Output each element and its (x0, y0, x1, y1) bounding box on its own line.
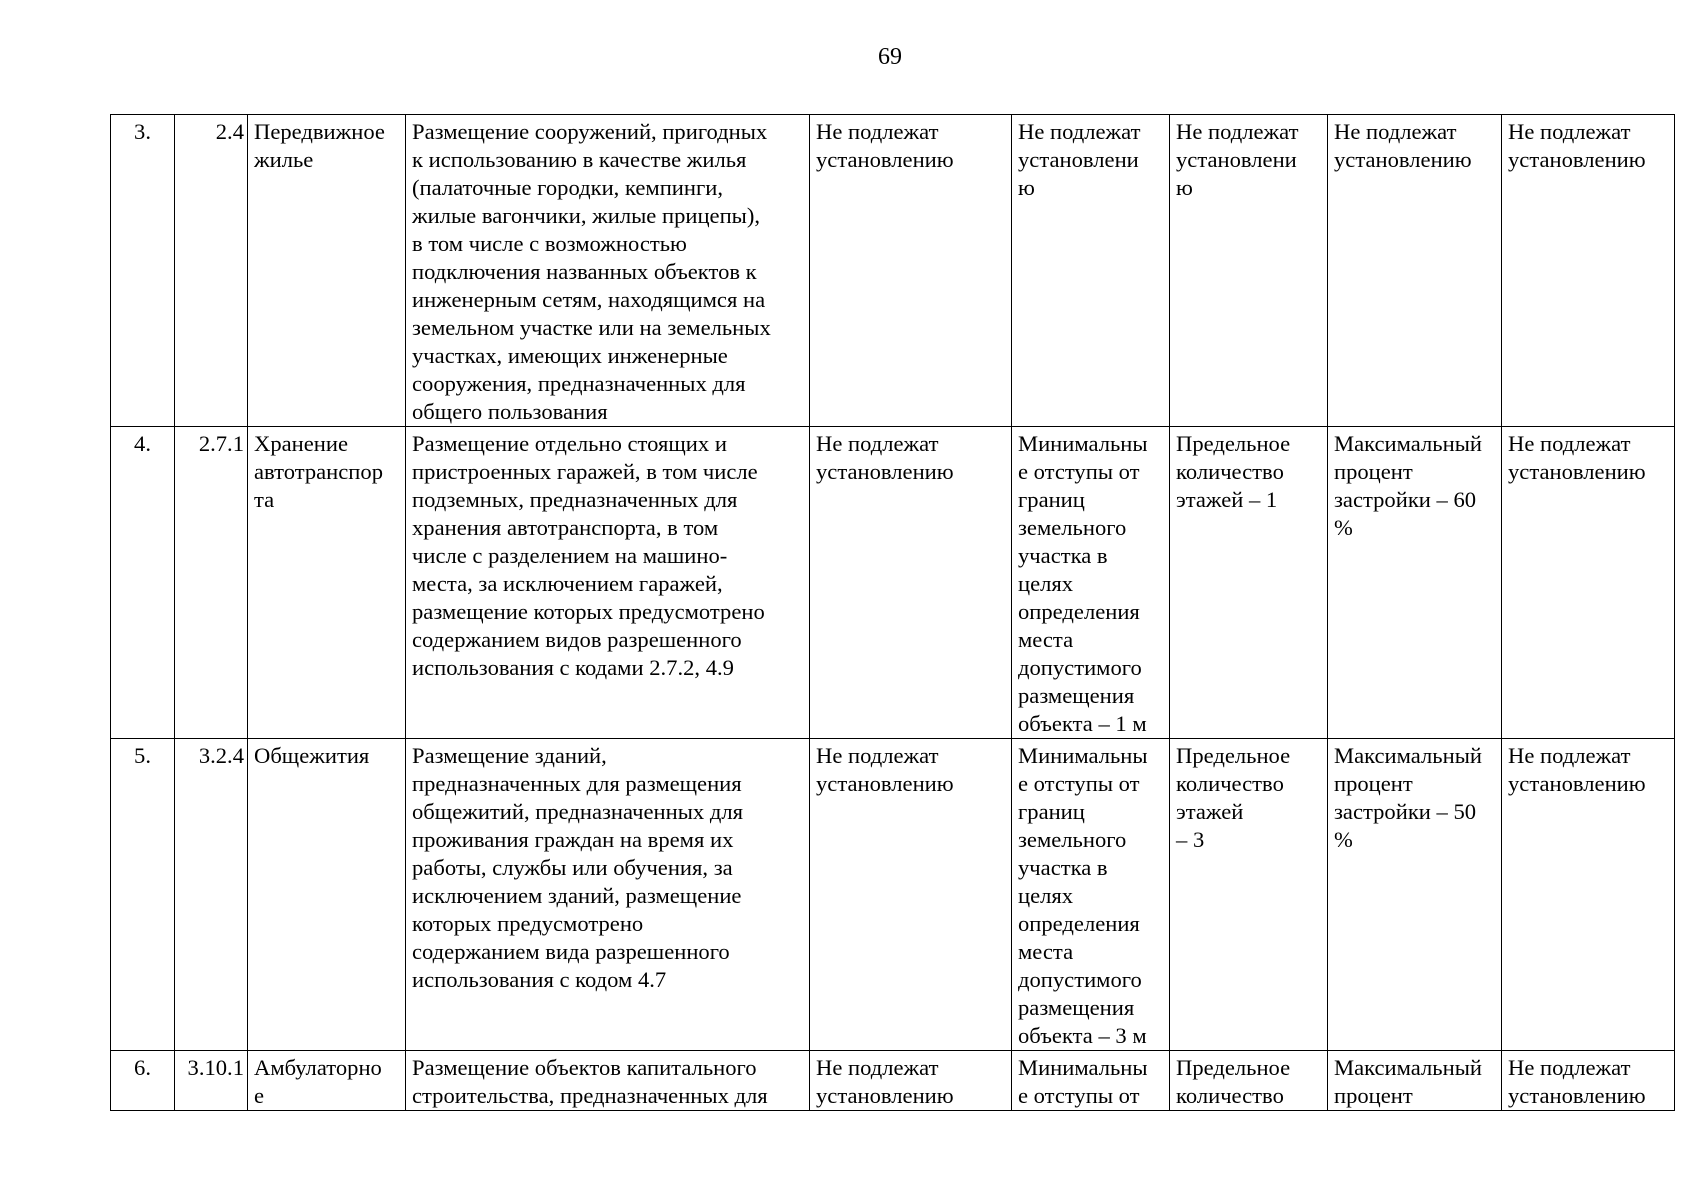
other-parameter-cell: Не подлежат установлению (1502, 427, 1675, 739)
use-description-cell: Размещение объектов капитального строительства, предназначенных для (406, 1051, 810, 1111)
zoning-regulations-table (110, 114, 1675, 1111)
row-number-cell: 5. (111, 739, 175, 1051)
use-code-cell: 2.4 (175, 115, 248, 427)
other-parameter-cell: Не подлежат установлению (1502, 1051, 1675, 1111)
parameter-cell: Не подлежат установлению (810, 739, 1012, 1051)
table-row (111, 1051, 1675, 1111)
use-description-cell: Размещение отдельно стоящих и пристроенных гаражей, в том числе подземных, предназначенных для хранения автотранспорта, в том числе с разделением на машино- места, за исключением гаражей, размещение которых предусмотрено содержанием видов разрешенного использования с кодами 2.7.2, 4.9 (406, 427, 810, 739)
setback-cell: Минимальны е отступы от границ земельного участка в целях определения места допустимого размещения объекта – 3 м (1012, 739, 1170, 1051)
parameter-cell: Не подлежат установлению (810, 1051, 1012, 1111)
floors-limit-cell: Предельное количество этажей – 3 (1170, 739, 1328, 1051)
page-number: 69 (878, 44, 902, 70)
table-row (111, 739, 1675, 1051)
coverage-cell: Максимальный процент застройки – 50 % (1328, 739, 1502, 1051)
other-parameter-cell: Не подлежат установлению (1502, 115, 1675, 427)
use-name-cell: Амбулаторно е (248, 1051, 406, 1111)
use-name-cell: Хранение автотранспор та (248, 427, 406, 739)
use-name-cell: Общежития (248, 739, 406, 1051)
use-code-cell: 2.7.1 (175, 427, 248, 739)
use-name-cell: Передвижное жилье (248, 115, 406, 427)
use-description-cell: Размещение сооружений, пригодных к использованию в качестве жилья (палаточные городки, кемпинги, жилые вагончики, жилые прицепы), в том числе с возможностью подключения названных объектов к инженерным сетям, находящимся на земельном участке или на земельных участках, имеющих инженерные сооружения, предназначенных для общего пользования (406, 115, 810, 427)
coverage-cell: Максимальный процент застройки – 60 % (1328, 427, 1502, 739)
parameter-cell: Не подлежат установлению (810, 427, 1012, 739)
row-number-cell: 3. (111, 115, 175, 427)
setback-cell: Минимальны е отступы от (1012, 1051, 1170, 1111)
row-number-cell: 4. (111, 427, 175, 739)
other-parameter-cell: Не подлежат установлению (1502, 739, 1675, 1051)
coverage-cell: Не подлежат установлению (1328, 115, 1502, 427)
use-code-cell: 3.2.4 (175, 739, 248, 1051)
table-row (111, 427, 1675, 739)
setback-cell: Минимальны е отступы от границ земельного участка в целях определения места допустимого размещения объекта – 1 м (1012, 427, 1170, 739)
use-description-cell: Размещение зданий, предназначенных для размещения общежитий, предназначенных для проживания граждан на время их работы, службы или обучения, за исключением зданий, размещение которых предусмотрено содержанием вида разрешенного использования с кодом 4.7 (406, 739, 810, 1051)
floors-limit-cell: Не подлежат установлени ю (1170, 115, 1328, 427)
floors-limit-cell: Предельное количество (1170, 1051, 1328, 1111)
table-row (111, 115, 1675, 427)
floors-limit-cell: Предельное количество этажей – 1 (1170, 427, 1328, 739)
row-number-cell: 6. (111, 1051, 175, 1111)
use-code-cell: 3.10.1 (175, 1051, 248, 1111)
setback-cell: Не подлежат установлени ю (1012, 115, 1170, 427)
coverage-cell: Максимальный процент (1328, 1051, 1502, 1111)
parameter-cell: Не подлежат установлению (810, 115, 1012, 427)
